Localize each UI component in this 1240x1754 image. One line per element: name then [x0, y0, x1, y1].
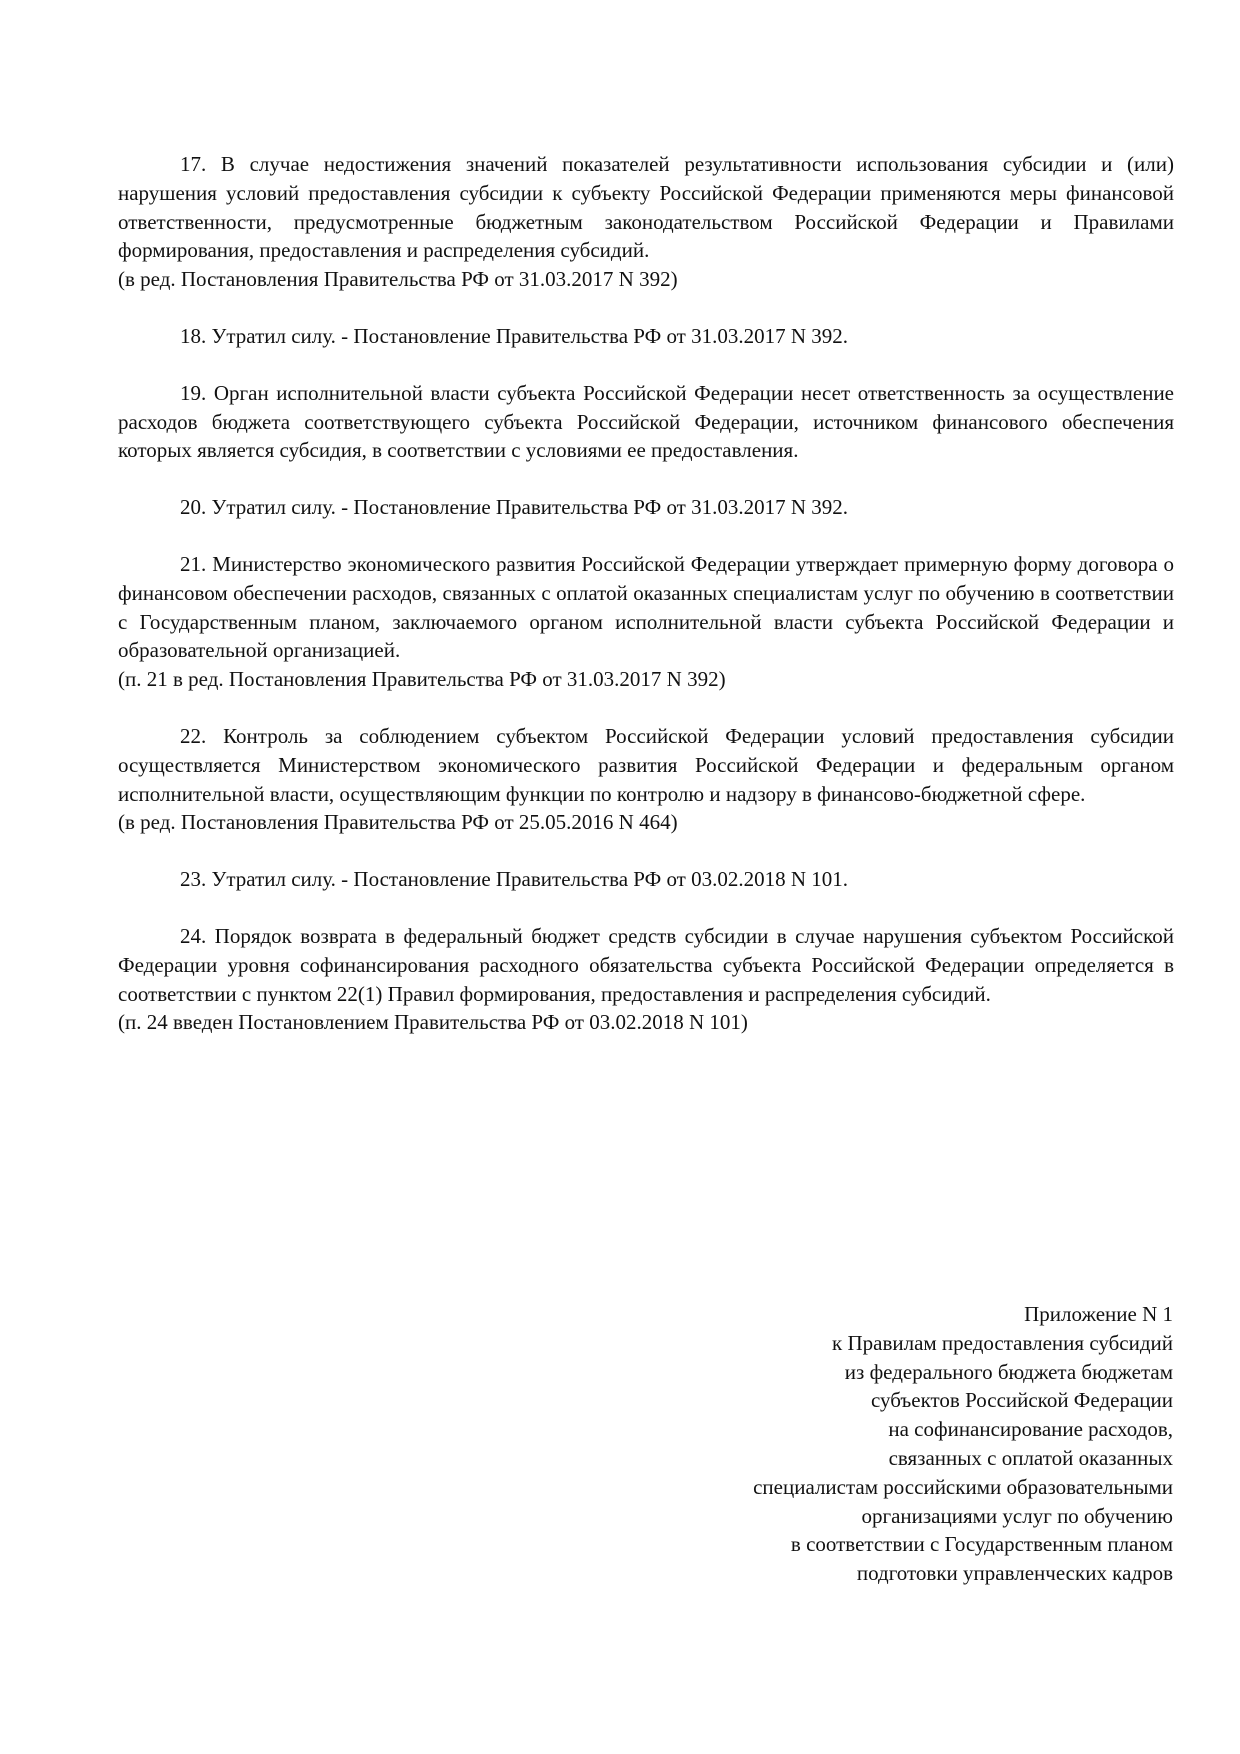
clause-text: 20. Утратил силу. - Постановление Правительства РФ от 31.03.2017 N 392.	[180, 495, 849, 520]
appendix-line: к Правилам предоставления субсидий	[832, 1330, 1173, 1355]
clause-22	[118, 722, 1174, 837]
appendix-line: организациями услуг по обучению	[861, 1503, 1173, 1528]
clause-text: 24. Порядок возврата в федеральный бюджет средств субсидии в случае нарушения субъектом Российской Федерации уровня софинансирования расходного обязательства субъекта Российской Федерации определяется в соответствии с пунктом 22(1) Правил формирования, предоставления и распределения субсидий.	[118, 923, 1174, 1006]
document-body	[118, 150, 1174, 1065]
amendment-note: (в ред. Постановления Правительства РФ от 31.03.2017 N 392)	[118, 267, 678, 292]
amendment-note: (в ред. Постановления Правительства РФ от 25.05.2016 N 464)	[118, 810, 678, 835]
amendment-note: (п. 24 введен Постановлением Правительства РФ от 03.02.2018 N 101)	[118, 1010, 748, 1035]
clause-text: 19. Орган исполнительной власти субъекта Российской Федерации несет ответственность за осуществление расходов бюджета соответствующего субъекта Российской Федерации, источником финансового обеспечения которых является субсидия, в соответствии с условиями ее предоставления.	[118, 380, 1174, 463]
appendix-title: Приложение N 1	[1024, 1302, 1173, 1326]
clause-23	[118, 865, 1174, 894]
appendix-header	[473, 1300, 1173, 1588]
clause-18	[118, 322, 1174, 351]
clause-text: 21. Министерство экономического развития Российской Федерации утверждает примерную форму договора о финансовом обеспечении расходов, связанных с оплатой оказанных специалистам услуг по обучению в соответствии с Государственным планом, заключаемого органом исполнительной власти субъекта Российской Федерации и образовательной организацией.	[118, 551, 1174, 663]
amendment-note: (п. 21 в ред. Постановления Правительства РФ от 31.03.2017 N 392)	[118, 667, 726, 692]
clause-20	[118, 493, 1174, 522]
clause-17	[118, 150, 1174, 294]
clause-text: 23. Утратил силу. - Постановление Правительства РФ от 03.02.2018 N 101.	[180, 867, 849, 892]
appendix-line: из федерального бюджета бюджетам	[844, 1359, 1173, 1384]
appendix-line: специалистам российскими образовательными	[753, 1474, 1173, 1499]
clause-text: 18. Утратил силу. - Постановление Правительства РФ от 31.03.2017 N 392.	[180, 323, 849, 348]
appendix-line: связанных с оплатой оказанных	[888, 1445, 1173, 1470]
appendix-line: субъектов Российской Федерации	[870, 1388, 1173, 1413]
clause-21	[118, 550, 1174, 694]
appendix-line: на софинансирование расходов,	[888, 1417, 1173, 1442]
appendix-line: в соответствии с Государственным планом	[790, 1532, 1173, 1557]
clause-text: 22. Контроль за соблюдением субъектом Российской Федерации условий предоставления субсидии осуществляется Министерством экономического развития Российской Федерации и федеральным органом исполнительной власти, осуществляющим функции по контролю и надзору в финансово-бюджетной сфере.	[118, 723, 1174, 806]
clause-24	[118, 922, 1174, 1037]
clause-19	[118, 379, 1174, 465]
clause-text: 17. В случае недостижения значений показателей результативности использования субсидии и (или) нарушения условий предоставления субсидии к субъекту Российской Федерации применяются меры финансовой ответственности, предусмотренные бюджетным законодательством Российской Федерации и Правилами формирования, предоставления и распределения субсидий.	[118, 152, 1174, 263]
appendix-line: подготовки управленческих кадров	[856, 1561, 1173, 1586]
